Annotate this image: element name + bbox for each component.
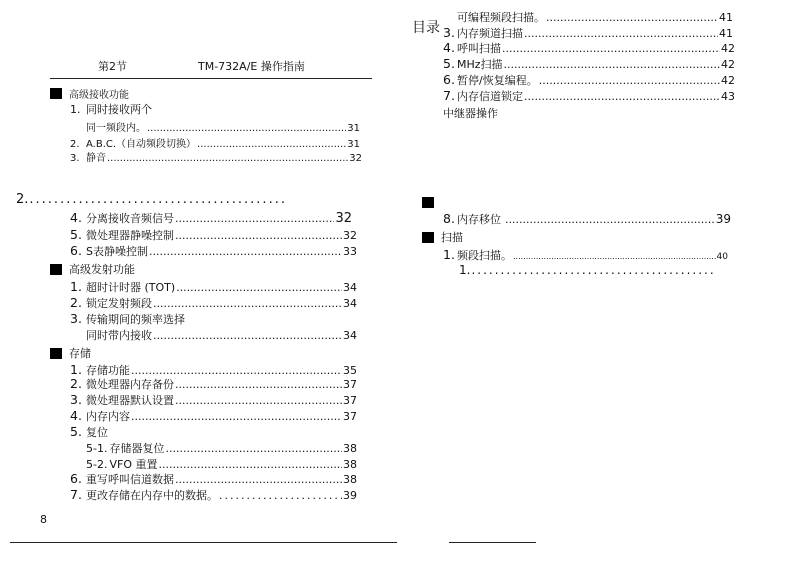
leader-dots [153, 297, 342, 310]
toc-entry[interactable]: 3. 内存频道扫描 ..... 41 [443, 25, 733, 41]
toc-entry[interactable]: 同时带内接收 ..... 34 [86, 327, 357, 343]
toc-entry[interactable]: 1. 同时接收两个 [70, 103, 152, 116]
leader-dots [175, 212, 334, 225]
section-bullet-icon [422, 197, 434, 208]
leader-dots [513, 252, 716, 261]
toc-entry[interactable]: 5. 复位 [70, 424, 108, 439]
toc-entry[interactable]: 1. 存储功能 ..... 35 [70, 362, 357, 378]
toc-entry[interactable]: 8. 内存移位 ..... 39 [443, 211, 731, 227]
section-bullet-blank [422, 197, 441, 208]
section-scan [422, 229, 463, 245]
section-label: 第2节 [98, 60, 127, 73]
toc-entry[interactable]: 6. S表静噪控制 ..... 33 [70, 243, 357, 259]
section-advanced-receive [50, 86, 129, 101]
leader-dots [546, 11, 718, 24]
leader-dots [175, 394, 342, 407]
leader-dots [131, 410, 342, 423]
toc-entry[interactable]: 1. 超时计时器 (TOT) ..... 34 [70, 279, 357, 295]
stray-dotted-line: 1. ..... [459, 263, 717, 277]
leader-dots [107, 153, 348, 164]
section-bullet-icon [50, 88, 62, 99]
section-title: 扫描 [441, 231, 463, 244]
leader-dots [539, 74, 720, 87]
toc-entry[interactable]: 可编程频段扫描。 ..... 41 [443, 9, 733, 25]
leader-dots [158, 458, 342, 471]
leader-dots [524, 27, 718, 40]
toc-entry[interactable]: 5. 微处理器静噪控制 ..... 32 [70, 227, 357, 243]
toc-entry[interactable]: 4. 内存内容 ..... 37 [70, 408, 357, 424]
toc-entry[interactable]: 2. 微处理器内存备份 ..... 37 [70, 376, 357, 392]
section-title: 存储 [69, 347, 91, 360]
toc-entry[interactable]: 7. 更改存储在内存中的数据。 ..... 39 [70, 487, 357, 503]
leader-dots [165, 442, 342, 455]
section-title: 高级发射功能 [69, 263, 135, 276]
leader-dots [524, 90, 720, 103]
toc-entry[interactable]: 5. MHz扫描 ..... 42 [443, 56, 735, 72]
toc-entry[interactable]: 5-1. 存储器复位 ..... 38 [86, 440, 357, 456]
leader-dots [219, 489, 342, 502]
section-bullet-icon [50, 264, 62, 275]
leader-dots [175, 473, 342, 486]
page-number: 8 [40, 513, 47, 526]
leader-dots [502, 42, 720, 55]
leader-dots [153, 329, 342, 342]
section-bullet-icon [50, 348, 62, 359]
toc-entry[interactable]: 3. 传输期间的频率选择 [70, 311, 185, 326]
leader-dots [147, 123, 346, 134]
manual-title: TM-732A/E 操作指南 [198, 60, 305, 73]
footer-rule-right [449, 542, 536, 543]
leader-dots [149, 245, 342, 258]
toc-entry[interactable]: 4. 呼叫扫描 ..... 42 [443, 40, 735, 56]
toc-entry[interactable]: 3. 静音 ..... 32 [70, 149, 362, 164]
leader-dots [175, 378, 342, 391]
footer-rule-left [10, 542, 397, 543]
toc-entry[interactable]: 2. 锁定发射频段 ..... 34 [70, 295, 357, 311]
stray-dotted-line: 2. ..... [16, 192, 288, 207]
leader-dots [504, 58, 720, 71]
toc-entry[interactable]: 2. A.B.C.（自动频段切换） ..... 31 [70, 135, 360, 150]
header-rule [50, 78, 372, 79]
toc-entry[interactable]: 同一频段内。 ..... 31 [86, 119, 360, 134]
toc-entry[interactable]: 6. 暂停/恢复编程。 ..... 42 [443, 72, 735, 88]
toc-entry[interactable]: 6. 重写呼叫信道数据 ..... 38 [70, 471, 357, 487]
repeater-heading: 中继器操作 [443, 107, 498, 120]
leader-dots [176, 281, 342, 294]
leader-dots [502, 213, 715, 226]
section-memory [50, 345, 91, 361]
leader-dots [175, 229, 342, 242]
section-title: 高级接收功能 [69, 90, 129, 101]
toc-title: 目录 [412, 20, 440, 36]
toc-entry[interactable]: 5-2. VFO 重置 ..... 38 [86, 456, 357, 472]
leader-dots [29, 192, 287, 207]
toc-entry[interactable]: 7. 内存信道锁定 ..... 43 [443, 88, 735, 104]
toc-entry[interactable]: 4. 分离接收音频信号 ..... 32 [70, 210, 352, 226]
section-advanced-transmit [50, 261, 135, 277]
toc-entry[interactable]: 3. 微处理器默认设置 ..... 37 [70, 392, 357, 408]
section-bullet-icon [422, 232, 434, 243]
toc-entry[interactable]: 1. 频段扫描。 ..... 40 [443, 247, 728, 263]
leader-dots [471, 263, 716, 277]
